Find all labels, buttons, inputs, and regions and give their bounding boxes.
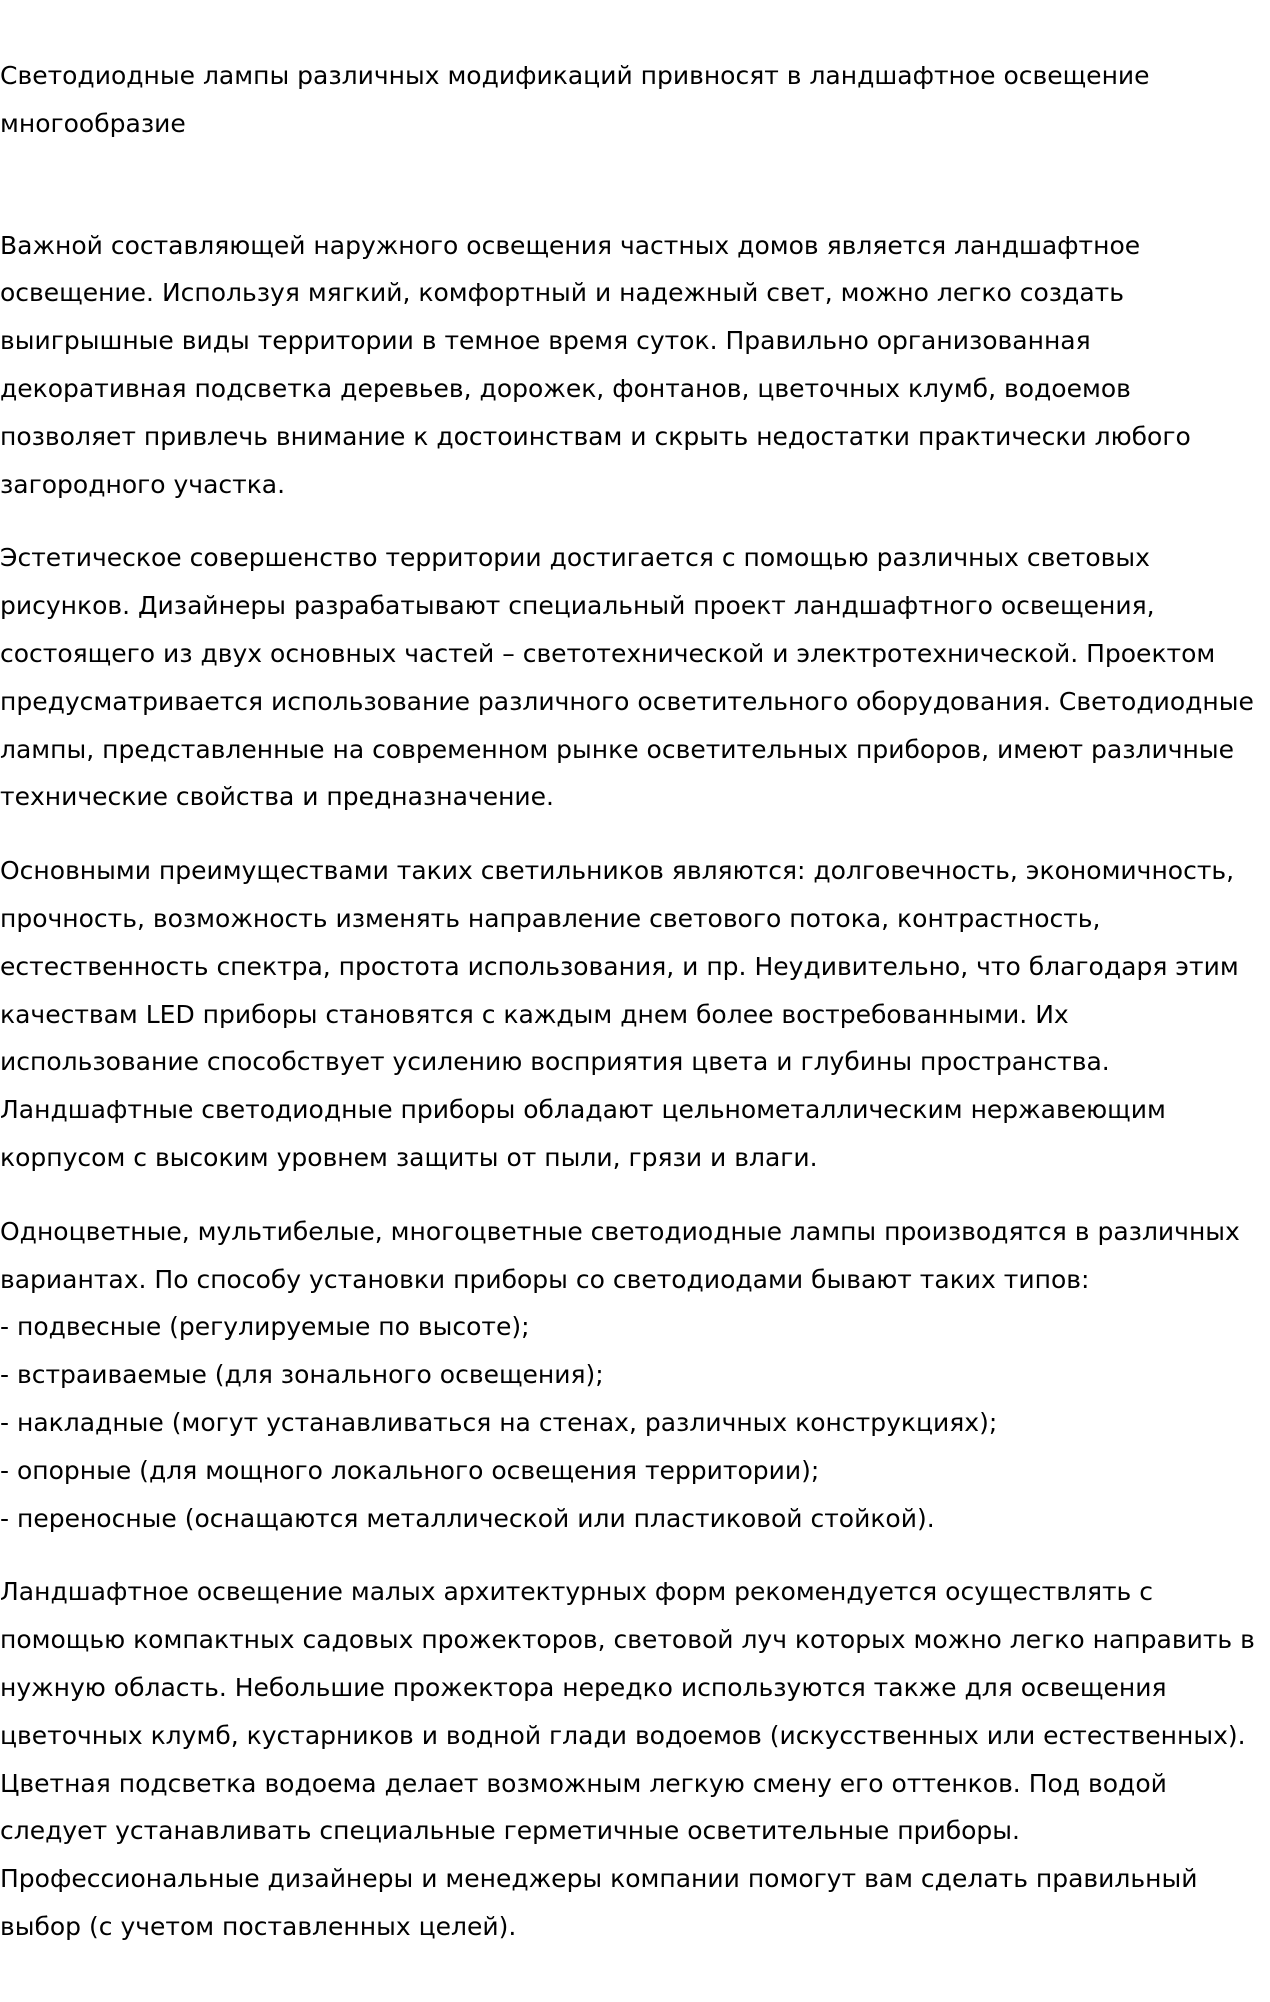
list-item: - переносные (оснащаются металлической или пластиковой стойкой). [0, 1503, 935, 1533]
article [0, 52, 1262, 1977]
paragraph-closing: Ландшафтное освещение малых архитектурных форм рекомендуется осуществлять с помощью компактных садовых прожекторов, световой луч которых можно легко направить в нужную область. Небольшие прожектора нередко используются также для освещения цветочных клумб, кустарников и водной глади водоемов (искусственных или естественных). Цветная подсветка водоема делает возможным легкую смену его оттенков. Под водой следует устанавливать специальные герметичные осветительные приборы. Профессиональные дизайнеры и менеджеры компании помогут вам сделать правильный выбор (с учетом поставленных целей). [0, 1577, 1255, 1941]
list-item: - опорные (для мощного локального освещения территории); [0, 1455, 820, 1485]
paragraph-design: Эстетическое совершенство территории достигается с помощью различных световых рисунков. Дизайнеры разрабатывают специальный проект ландшафтного освещения, состоящего из двух основных частей – светотехнической и электротехнической. Проектом предусматривается использование различного осветительного оборудования. Светодиодные лампы, представленные на современном рынке осветительных приборов, имеют различные технические свойства и предназначение. [0, 543, 1254, 812]
paragraph-advantages: Основными преимуществами таких светильников являются: долговечность, экономичность, прочность, возможность изменять направление светового потока, контрастность, естественность спектра, простота использования, и пр. Неудивительно, что благодаря этим качествам LED приборы становятся с каждым днем более востребованными. Их использование способствует усилению восприятия цвета и глубины пространства. Ландшафтные светодиодные приборы обладают цельнометаллическим нержавеющим корпусом с высоким уровнем защиты от пыли, грязи и влаги. [0, 856, 1239, 1172]
list-item: - подвесные (регулируемые по высоте); [0, 1312, 530, 1342]
list-item: - встраиваемые (для зонального освещения); [0, 1360, 604, 1390]
list-item: - накладные (могут устанавливаться на стенах, различных конструкциях); [0, 1407, 998, 1437]
paragraph-intro: Важной составляющей наружного освещения частных домов является ландшафтное освещение. Используя мягкий, комфортный и надежный свет, можно легко создать выигрышные виды территории в темное время суток. Правильно организованная декоративная подсветка деревьев, дорожек, фонтанов, цветочных клумб, водоемов позволяет привлечь внимание к достоинствам и скрыть недостатки практически любого загородного участка. [0, 230, 1191, 499]
lamp-types-section [0, 1208, 1262, 1543]
lamp-types-list [0, 1303, 1262, 1542]
article-title: Светодиодные лампы различных модификаций привносят в ландшафтное освещение многообразие [0, 61, 1150, 138]
lamp-types-intro: Одноцветные, мультибелые, многоцветные светодиодные лампы производятся в различных вариантах. По способу установки приборы со светодиодами бывают таких типов: [0, 1216, 1240, 1294]
